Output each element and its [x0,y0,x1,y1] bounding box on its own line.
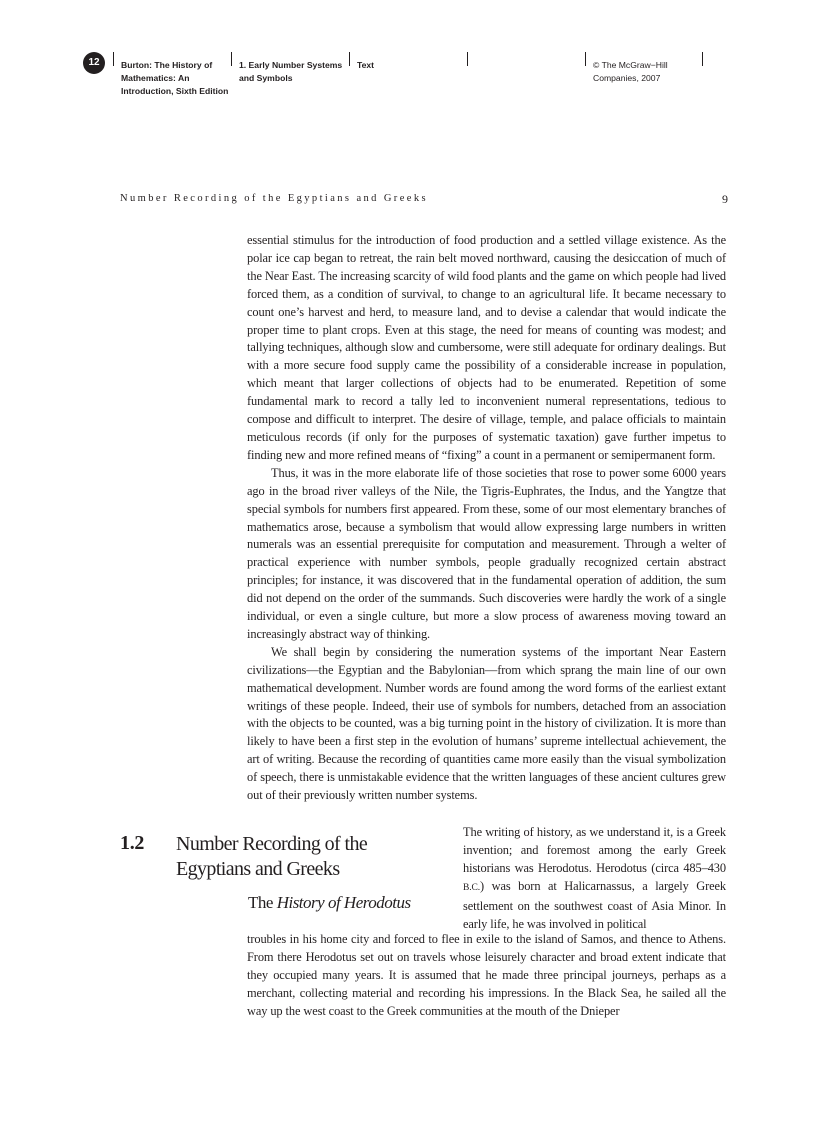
chapter-title: 1. Early Number Systems and Symbols [239,60,343,83]
running-head: Number Recording of the Egyptians and Greeks [120,193,428,204]
page-number: 9 [722,192,728,206]
paragraph: Thus, it was in the more elaborate life of those societies that rose to power some 6000 years ago in the broad river valleys of the Nile, the Tigris-Euphrates, the Indus, and the Yangtze that special symbols for numbers first appeared. From these, some of our most elementary branches of mathematics arose, because a symbolism that would allow expressing large numbers in written numerals was an essential prerequisite for computation and measurement. Through a welter of practical experience with number symbols, people gradually recognized certain abstract principles; for instance, it was discovered that in the fundamental operation of addition, the sum did not depend on the order of the summands. Such discoveries were hardly the work of a single individual, or even a single culture, but more a slow process of awareness moving toward an increasingly abstract way of thinking. [247,465,726,641]
paragraph: We shall begin by considering the numeration systems of the important Near Eastern civilizations—the Egyptian and the Babylonian—from which sprang the main line of our own mathematical development. Number words are found among the word forms of the earliest extant writings of these people. Indeed, their use of symbols for numbers, detached from an association with the objects to be counted, was a big turning point in the history of civilization. It is more than likely to have been a first step in the evolution of humans’ supreme intellectual achievement, the art of writing. Because the recording of quantities came more easily than the visual symbolization of speech, there is unmistakable evidence that the written languages of these ancient cultures grew out of their previously written number systems. [247,644,726,803]
paragraph: troubles in his home city and forced to flee in exile to the island of Samos, and thence to Athens. From there Herodotus set out on travels whose leisurely character and broad extent indicate that they occupied many years. It is assumed that he made three principal journeys, perhaps as a merchant, collecting material and recording his impressions. In the Black Sea, he sailed all the way up the west coast to the Greek communities at the mouth of the Dnieper [247,932,726,1018]
subsection-title: The History of Herodotus [248,893,411,912]
continuation-text [247,931,726,1021]
section-type: Text [357,60,375,70]
book-title: Burton: The History of Mathematics: An Introduction, Sixth Edition [121,60,229,96]
header-divider [231,52,232,66]
header-divider [585,52,586,66]
section-number: 1.2 [120,832,145,854]
paragraph: The writing of history, as we understand it, is a Greek invention; and foremost among the early Greek historians was Herodotus. Herodotus (circa 485–430 B.C.) was born at Halicarnassus, a largely Greek settlement on the southwest coast of Asia Minor. In early life, he was involved in political [463,825,726,931]
header-divider [113,52,114,66]
paragraph: essential stimulus for the introduction of food production and a settled village existence. As the polar ice cap began to retreat, the rain belt moved northward, causing the desiccation of much of the Near East. The increasing scarcity of wild food plants and the game on which people had lived forced them, as a condition of survival, to change to an agricultural life. It became necessary to count one’s harvest and herd, to measure land, and to devise a calendar that would indicate the proper time to plant crops. Even at this stage, the need for means of counting was modest; and tallying techniques, although slow and cumbersome, were still adequate for ordinary dealings. But with a more secure food supply came the possibility of a considerable increase in population, which meant that larger collections of objects had to be enumerated. Repetition of some fundamental mark to record a tally led to inconvenient numeral representations, tedious to compose and difficult to interpret. The desire of village, temple, and palace officials to maintain meticulous records (if only for the purposes of systematic taxation) gave further impetus to finding new and more refined means of “fixing” a count in a permanent or semipermanent form. [247,233,726,462]
header-divider [467,52,468,66]
side-text [463,824,726,933]
header-divider [349,52,350,66]
section-title: Number Recording of the Egyptians and Greeks [176,833,368,880]
copyright: © The McGraw−Hill Companies, 2007 [593,60,668,83]
body-text [247,232,726,805]
header-divider [702,52,703,66]
page-badge: 12 [83,52,105,74]
